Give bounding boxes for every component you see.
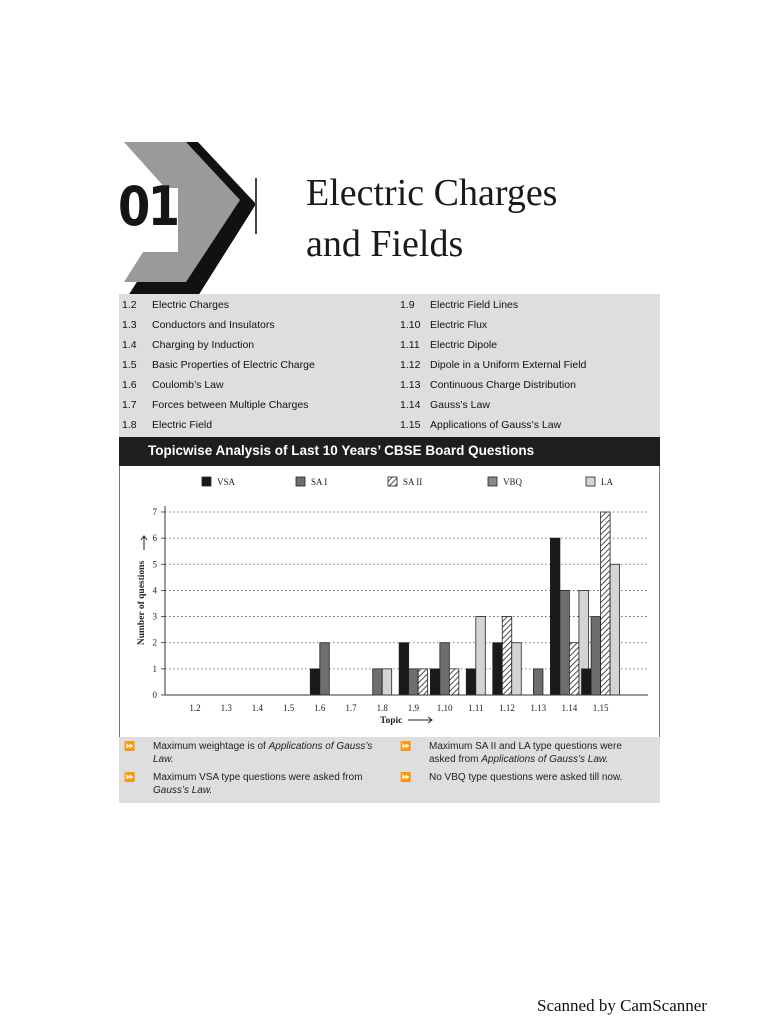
legend-swatch — [586, 477, 595, 486]
y-axis-arrow-icon — [141, 536, 147, 550]
bar-sa-i — [533, 669, 543, 695]
y-tick-label: 3 — [152, 611, 157, 622]
chart-heading: Topicwise Analysis of Last 10 Years’ CBSE Board Questions — [148, 443, 535, 458]
chart-heading-bar — [119, 437, 660, 466]
x-tick-label: 1.11 — [468, 703, 484, 713]
bar-sa-ii — [601, 512, 611, 695]
y-tick-label: 6 — [152, 533, 157, 544]
bar-sa-ii — [418, 669, 428, 695]
y-tick-label: 2 — [152, 637, 157, 648]
double-arrow-icon: ⏩ — [400, 741, 412, 751]
double-arrow-icon: ⏩ — [124, 741, 136, 751]
x-tick-label: 1.5 — [282, 703, 295, 713]
bar-chart — [120, 466, 659, 737]
x-tick-label: 1.14 — [561, 703, 578, 713]
bar-sa-ii — [569, 643, 579, 695]
bar-sa-i — [320, 643, 330, 695]
y-tick-label: 4 — [152, 585, 157, 596]
legend-swatch — [388, 477, 397, 486]
legend-swatch — [296, 477, 305, 486]
x-tick-label: 1.9 — [407, 703, 420, 713]
x-tick-label: 1.15 — [592, 703, 609, 713]
x-tick-label: 1.13 — [530, 703, 547, 713]
chart-area — [119, 466, 660, 737]
legend-label: SA II — [403, 477, 423, 487]
x-tick-label: 1.4 — [251, 703, 264, 713]
x-tick-label: 1.6 — [314, 703, 326, 713]
bar-vsa — [466, 669, 476, 695]
note-text: No VBQ type questions were asked till now. — [429, 772, 623, 783]
y-tick-label: 0 — [152, 690, 157, 700]
chapter-title-line1: Electric Charges — [306, 172, 558, 214]
title-divider — [255, 178, 257, 234]
bar-vsa — [399, 643, 409, 695]
note-text: Maximum VSA type questions were asked from Gauss’s Law. — [153, 772, 363, 796]
bar-sa-ii — [502, 617, 512, 695]
y-tick-label: 7 — [152, 507, 157, 517]
x-axis-label: Topic — [380, 716, 403, 726]
bar-vsa — [493, 643, 503, 695]
legend-label: VBQ — [503, 477, 523, 487]
bar-sa-i — [591, 617, 601, 695]
bar-sa-i — [409, 669, 419, 695]
bar-vsa — [310, 669, 320, 695]
x-tick-label: 1.10 — [436, 703, 453, 713]
bar-la — [610, 564, 620, 695]
chapter-number: 01 — [118, 175, 178, 238]
analysis-notes — [119, 737, 660, 803]
bar-la — [476, 617, 486, 695]
x-axis-arrow-icon — [408, 717, 432, 723]
y-tick-label: 5 — [152, 559, 157, 570]
chapter-title-line2: and Fields — [306, 223, 464, 265]
legend-label: SA I — [311, 477, 328, 487]
legend-label: LA — [601, 477, 613, 487]
note-text: Maximum SA II and LA type questions were asked from Applications of Gauss’s Law. — [429, 741, 622, 765]
legend-swatch — [202, 477, 211, 486]
x-tick-label: 1.3 — [220, 703, 232, 713]
bar-vsa — [550, 538, 560, 695]
bar-vsa — [430, 669, 440, 695]
y-tick-label: 1 — [152, 663, 157, 674]
bar-sa-i — [440, 643, 450, 695]
bar-sa-i — [560, 590, 570, 695]
double-arrow-icon: ⏩ — [400, 772, 412, 782]
bar-sa-ii — [449, 669, 459, 695]
double-arrow-icon: ⏩ — [124, 772, 136, 782]
bar-la — [512, 643, 522, 695]
bar-vsa — [582, 669, 592, 695]
legend-label: VSA — [217, 477, 236, 487]
bar-sa-i — [373, 669, 383, 695]
x-tick-label: 1.12 — [499, 703, 515, 713]
x-tick-label: 1.8 — [376, 703, 388, 713]
note-text: Maximum weightage is of Applications of Gauss’s Law. — [153, 741, 373, 765]
legend-swatch — [488, 477, 497, 486]
scanner-watermark: Scanned by CamScanner — [537, 996, 707, 1015]
chapter-title — [306, 168, 557, 270]
x-tick-label: 1.7 — [345, 703, 357, 713]
bar-la — [382, 669, 392, 695]
topic-list: 1.2 Electric Charges 1.3 Conductors and Insulators 1.4 Charging by Induction 1.5 Basic Properties of Electric Charge 1.6 Coulomb’s Law 1.7 Forces between Multiple Charges 1.8 Electric Field 1.9 Electric Field Lines 1.10 Electric Flux 1.11 Electric Dipole 1.12 Dipole in a Uniform External Field 1.13 Continuous Charge Distribution 1.14 Gauss’s Law 1.15 Applications of Gauss’s Law — [119, 294, 660, 437]
y-axis-label: Number of questions — [137, 560, 147, 646]
x-tick-label: 1.2 — [189, 703, 201, 713]
